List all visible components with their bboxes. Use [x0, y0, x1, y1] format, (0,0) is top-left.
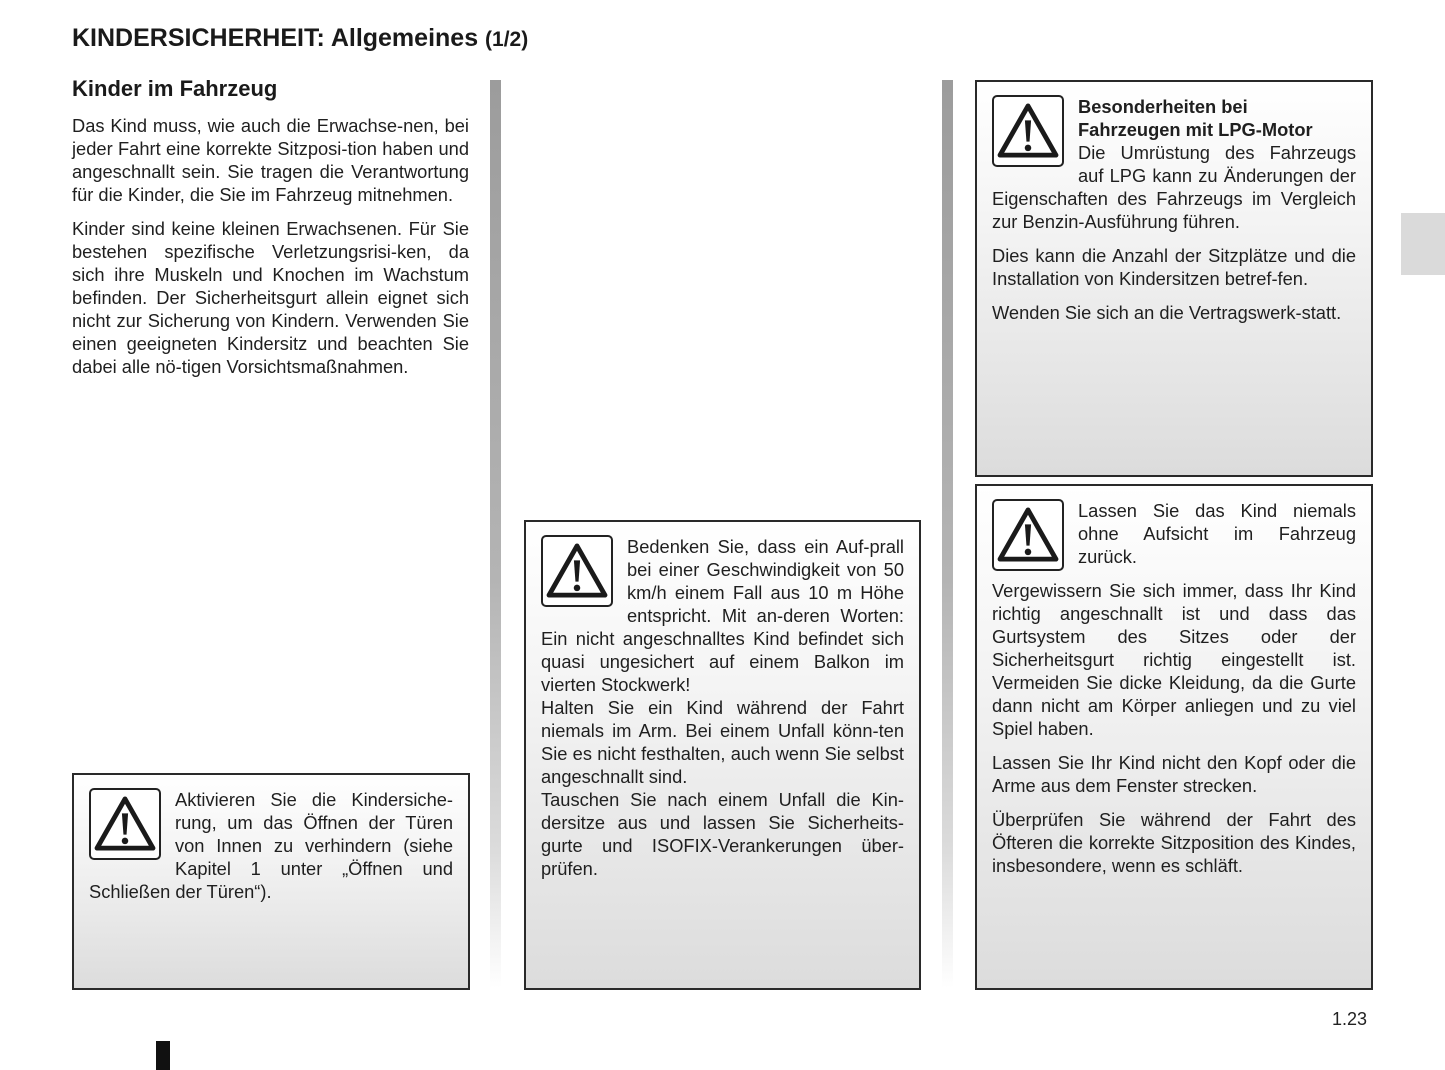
- child-lock-warning-text: Aktivieren Sie die Kindersiche-rung, um das Öffnen der Türen von Innen zu verhindern (siehe Kapitel 1 unter „Öffnen und Schließen der Türen“).: [89, 789, 453, 902]
- column-divider: [490, 80, 501, 988]
- page-edge-marker: [156, 1041, 170, 1070]
- impact-warning-box: [524, 520, 921, 990]
- section-heading: Kinder im Fahrzeug: [72, 76, 278, 101]
- supervision-warning-paragraph: Lassen Sie das Kind niemals ohne Aufsicht im Fahrzeug zurück.: [1078, 500, 1356, 567]
- supervision-warning-paragraph: Überprüfen Sie während der Fahrt des Öfteren die korrekte Sitzposition des Kindes, insbesondere, wenn es schläft.: [992, 809, 1356, 876]
- warning-triangle-icon: [992, 95, 1064, 167]
- impact-warning-line: Bedenken Sie, dass ein Auf-prall bei einer Geschwindigkeit von 50 km/h einem Fall aus 10 m Höhe entspricht. Mit an-deren Worten: Ein nicht angeschnalltes Kind befindet sich quasi ungesichert auf einem Balkon im vierten Stockwerk!: [541, 536, 904, 695]
- child-lock-warning-box: [72, 773, 470, 990]
- page-title: [72, 24, 528, 53]
- warning-triangle-icon: [89, 788, 161, 860]
- supervision-warning-box: [975, 484, 1373, 990]
- page-part-indicator: (1/2): [485, 28, 529, 51]
- page-title-text: KINDERSICHERHEIT: Allgemeines: [72, 24, 479, 52]
- warning-triangle-icon: [992, 499, 1064, 571]
- section-body: [72, 114, 469, 389]
- supervision-warning-paragraph: Lassen Sie Ihr Kind nicht den Kopf oder die Arme aus dem Fenster strecken.: [992, 752, 1356, 796]
- section-paragraph: Kinder sind keine kleinen Erwachsenen. Für Sie bestehen spezifische Verletzungsrisi-ken, da sich ihre Muskeln und Knochen im Wachstum befinden. Der Sicherheitsgurt allein eignet sich nicht zur Sicherung von Kindern. Verwenden Sie einen geeigneten Kindersitz und beachten Sie dabei alle nö-tigen Vorsichtsmaßnahmen.: [72, 218, 469, 377]
- warning-triangle-icon: [541, 535, 613, 607]
- lpg-heading-line: Fahrzeugen mit LPG-Motor: [1078, 119, 1313, 140]
- impact-warning-line: Halten Sie ein Kind während der Fahrt niemals im Arm. Bei einem Unfall könn-ten Sie es nicht festhalten, auch wenn Sie selbst angeschnallt sind.: [541, 697, 904, 787]
- lpg-warning-paragraph: Dies kann die Anzahl der Sitzplätze und die Installation von Kindersitzen betref-fen.: [992, 245, 1356, 289]
- section-paragraph: Das Kind muss, wie auch die Erwachse-nen, bei jeder Fahrt eine korrekte Sitzposi-tion haben und angeschnallt sein. Sie tragen die Verantwortung für die Kinder, die Sie im Fahrzeug mitnehmen.: [72, 115, 469, 205]
- lpg-heading-line: Besonderheiten bei: [1078, 96, 1248, 117]
- chapter-tab-marker: [1401, 213, 1445, 275]
- impact-warning-line: Tauschen Sie nach einem Unfall die Kin-dersitze aus und lassen Sie Sicherheits-gurte und ISOFIX-Verankerungen über-prüfen.: [541, 789, 904, 879]
- lpg-warning-paragraph: Die Umrüstung des Fahrzeugs auf LPG kann zu Änderungen der Eigenschaften des Fahrzeugs im Vergleich zur Benzin-Ausführung führen.: [992, 142, 1356, 232]
- lpg-warning-paragraph: Wenden Sie sich an die Vertragswerk-statt.: [992, 302, 1342, 323]
- lpg-warning-box: [975, 80, 1373, 477]
- page-number: 1.23: [1332, 1009, 1368, 1029]
- supervision-warning-paragraph: Vergewissern Sie sich immer, dass Ihr Kind richtig angeschnallt ist und dass das Gurtsystem des Sitzes oder der Sicherheitsgurt richtig eingestellt ist. Vermeiden Sie dicke Kleidung, da die Gurte dann nicht am Körper anliegen und zu viel Spiel haben.: [992, 580, 1356, 739]
- column-divider: [942, 80, 953, 988]
